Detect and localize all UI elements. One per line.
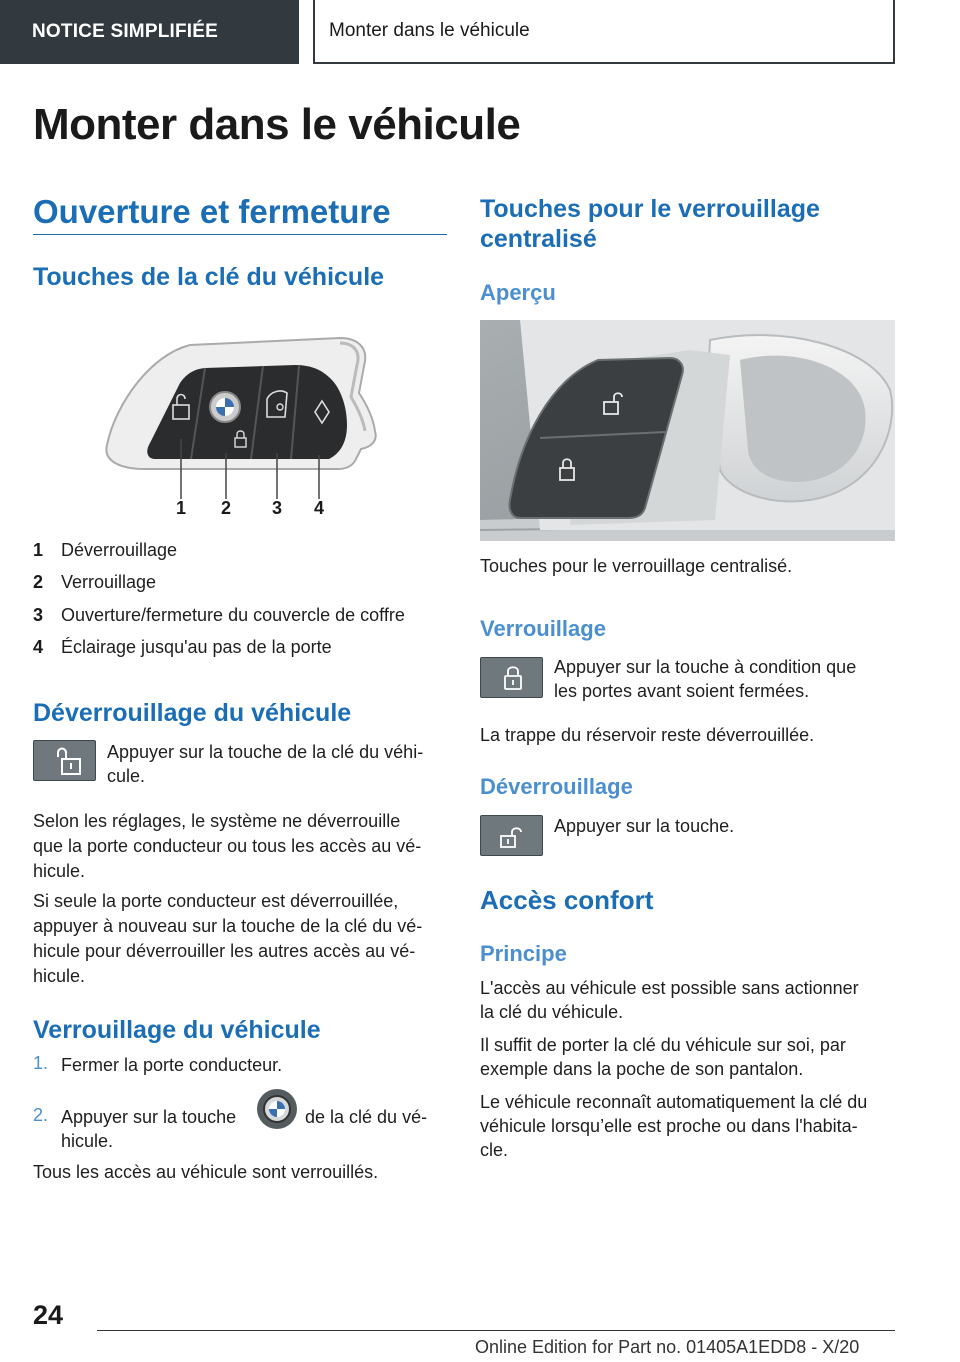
paragraph-line: Si seule la porte conducteur est déverrouillée, <box>33 891 399 911</box>
paragraph-line: la clé du véhicule. <box>480 1002 624 1022</box>
fuel-flap-note: La trappe du réservoir reste déverrouillée. <box>480 725 815 745</box>
principle-heading: Principe <box>480 941 567 966</box>
unlock-vehicle-heading: Déverrouillage du véhicule <box>33 699 352 727</box>
paragraph-line: appuyer à nouveau sur la touche de la clé du vé- <box>33 916 423 936</box>
paragraph-line: Le véhicule reconnaît automatiquement la clé du <box>480 1092 868 1112</box>
door-panel-photo <box>480 320 895 541</box>
paragraph-line: L'accès au véhicule est possible sans actionner <box>480 978 859 998</box>
paragraph-line: que la porte conducteur ou tous les accès au vé- <box>33 836 422 856</box>
lock-closed-icon <box>481 658 544 699</box>
central-unlock-button-icon <box>480 815 543 856</box>
unlock-icon-text: Appuyer sur la touche de la clé du véhi- <box>107 742 424 762</box>
chapter-tab: Monter dans le véhicule <box>313 0 895 64</box>
photo-caption: Touches pour le verrouillage centralisé. <box>480 556 793 576</box>
unlock-heading: Déverrouillage <box>480 774 633 799</box>
key-callout-4: 4 <box>314 498 325 518</box>
lock-instruction: Appuyer sur la touche à condition que <box>554 657 857 677</box>
comfort-access-heading: Accès confort <box>480 885 654 915</box>
overview-heading: Aperçu <box>480 280 556 305</box>
key-heading: Touches de la clé du véhicule <box>33 263 385 291</box>
lock-open-icon <box>481 816 544 857</box>
bmw-logo-icon <box>210 392 240 422</box>
paragraph-line: véhicule lorsqu’elle est proche ou dans l'habita- <box>480 1116 858 1136</box>
unlock-instruction: Appuyer sur la touche. <box>554 816 735 836</box>
paragraph-line: hicule. <box>33 861 86 881</box>
footer-divider <box>97 1330 895 1331</box>
bmw-logo-icon <box>255 1087 299 1131</box>
section-rule <box>33 234 447 235</box>
page-number: 24 <box>33 1300 64 1330</box>
paragraph-line: hicule pour déverrouiller les autres accès au vé- <box>33 941 416 961</box>
lock-vehicle-heading: Verrouillage du véhicule <box>33 1016 321 1044</box>
paragraph-line: exemple dans la poche de son pantalon. <box>480 1059 804 1079</box>
section-tab: NOTICE SIMPLIFIÉE <box>0 0 299 64</box>
edition-text: Online Edition for Part no. 01405A1EDD8 - X/20 <box>475 1337 860 1357</box>
page-title: Monter dans le véhicule <box>33 100 521 149</box>
central-lock-button-icon <box>480 657 543 698</box>
paragraph-line: hicule. <box>33 966 86 986</box>
lock-heading: Verrouillage <box>480 616 606 641</box>
key-unlock-button-icon <box>33 740 96 781</box>
key-callout-3: 3 <box>272 498 283 518</box>
lock-open-icon <box>34 741 97 782</box>
key-callout-2: 2 <box>221 498 232 518</box>
paragraph-line: cle. <box>480 1140 509 1160</box>
lock-instruction: les portes avant soient fermées. <box>554 681 810 701</box>
central-locking-heading: Touches pour le verrouillage centralisé <box>480 195 820 253</box>
unlock-icon-text: cule. <box>107 766 146 786</box>
page-header <box>0 0 960 66</box>
key-callout-1: 1 <box>176 498 187 518</box>
paragraph-line: Selon les réglages, le système ne déverrouille <box>33 811 401 831</box>
paragraph-line: Il suffit de porter la clé du véhicule sur soi, par <box>480 1035 846 1055</box>
lock-result-text: Tous les accès au véhicule sont verrouillés. <box>33 1162 379 1182</box>
key-fob-illustration <box>95 335 395 520</box>
section-title: Ouverture et fermeture <box>33 193 391 230</box>
